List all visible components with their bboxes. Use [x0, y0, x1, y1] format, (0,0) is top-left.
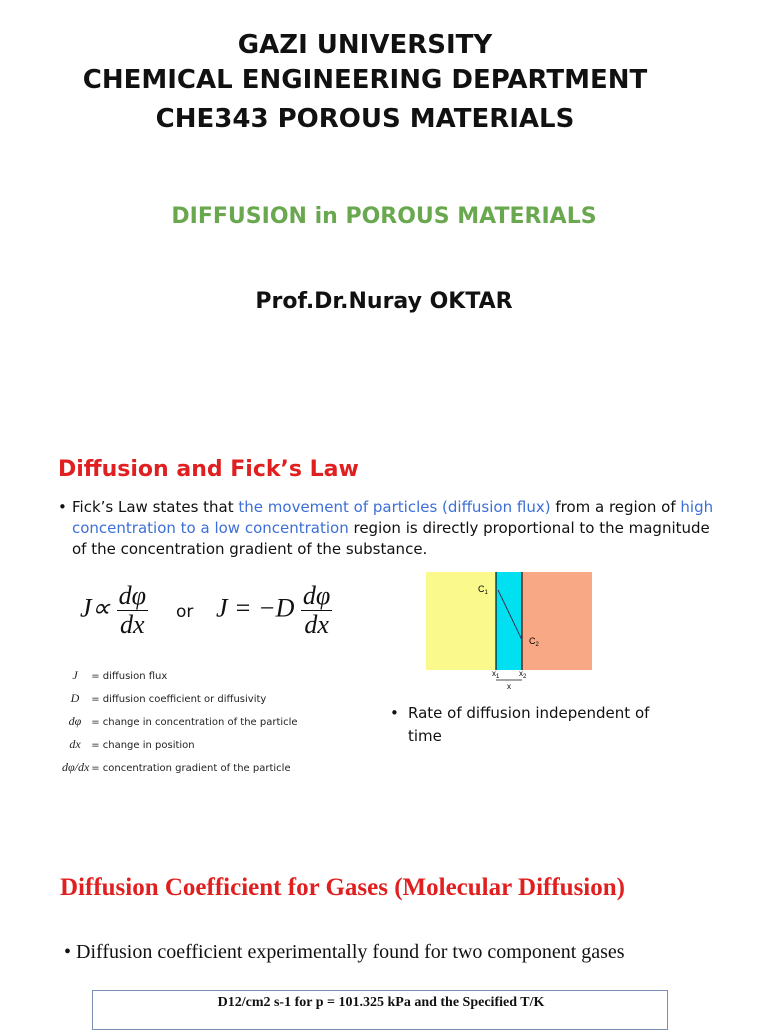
title-line-1: GAZI UNIVERSITY — [237, 30, 493, 60]
side-bullet: • Rate of diffusion independent of time — [390, 704, 650, 745]
title-line-3: CHE343 POROUS MATERIALS — [155, 104, 575, 134]
high-concentration-zone — [426, 572, 496, 670]
label-x-axis: x — [507, 682, 511, 690]
diffusion-membrane-diagram — [426, 572, 592, 690]
ficks-heading: Diffusion and Fick’s Law — [58, 457, 359, 482]
equation-or: or — [176, 602, 194, 622]
label-c1: $C_1$ — [478, 584, 488, 596]
low-concentration-zone — [522, 572, 592, 670]
bullet-marker: • — [64, 941, 72, 963]
subtitle: DIFFUSION in POROUS MATERIALS — [171, 204, 597, 229]
gas-heading: Diffusion Coefficient for Gases (Molecular Diffusion) — [60, 874, 625, 901]
definition-item: dφ/dx = concentration gradient of the particle — [62, 760, 291, 774]
definitions-list — [62, 668, 352, 783]
membrane-zone — [496, 572, 522, 670]
definition-item: dx = change in position — [69, 737, 195, 751]
definition-item: dφ = change in concentration of the particle — [68, 714, 298, 728]
diffusion-coefficient-table — [92, 990, 668, 1030]
gas-bullet: • Diffusion coefficient experimentally found for two component gases — [64, 941, 625, 963]
equation-proportional: J∝ $\frac{d\varphi}{dx}$ — [80, 581, 147, 639]
table-header: D12/cm2 s-1 for p = 101.325 kPa and the Specified T/K — [217, 995, 545, 1010]
equation-fick: J = −D $\frac{d\varphi}{dx}$ — [216, 581, 331, 639]
author: Prof.Dr.Nuray OKTAR — [255, 289, 513, 314]
definition-item: J = diffusion flux — [72, 668, 168, 682]
bullet-marker: • — [390, 704, 399, 722]
label-x2: $x_2$ — [519, 669, 527, 680]
title-line-2: CHEMICAL ENGINEERING DEPARTMENT — [82, 65, 648, 95]
definition-item: D = diffusion coefficient or diffusivity — [70, 691, 267, 705]
ficks-bullet: • Fick’s Law states that the movement of particles (diffusion flux) from a region of high concentration to a low concentration region is directly proportional to the magnitude of the concentration gradient of the substance. — [58, 498, 714, 558]
label-x1: $x_1$ — [492, 669, 500, 680]
bullet-marker: • — [58, 498, 67, 516]
label-c2: $C_2$ — [529, 636, 539, 648]
